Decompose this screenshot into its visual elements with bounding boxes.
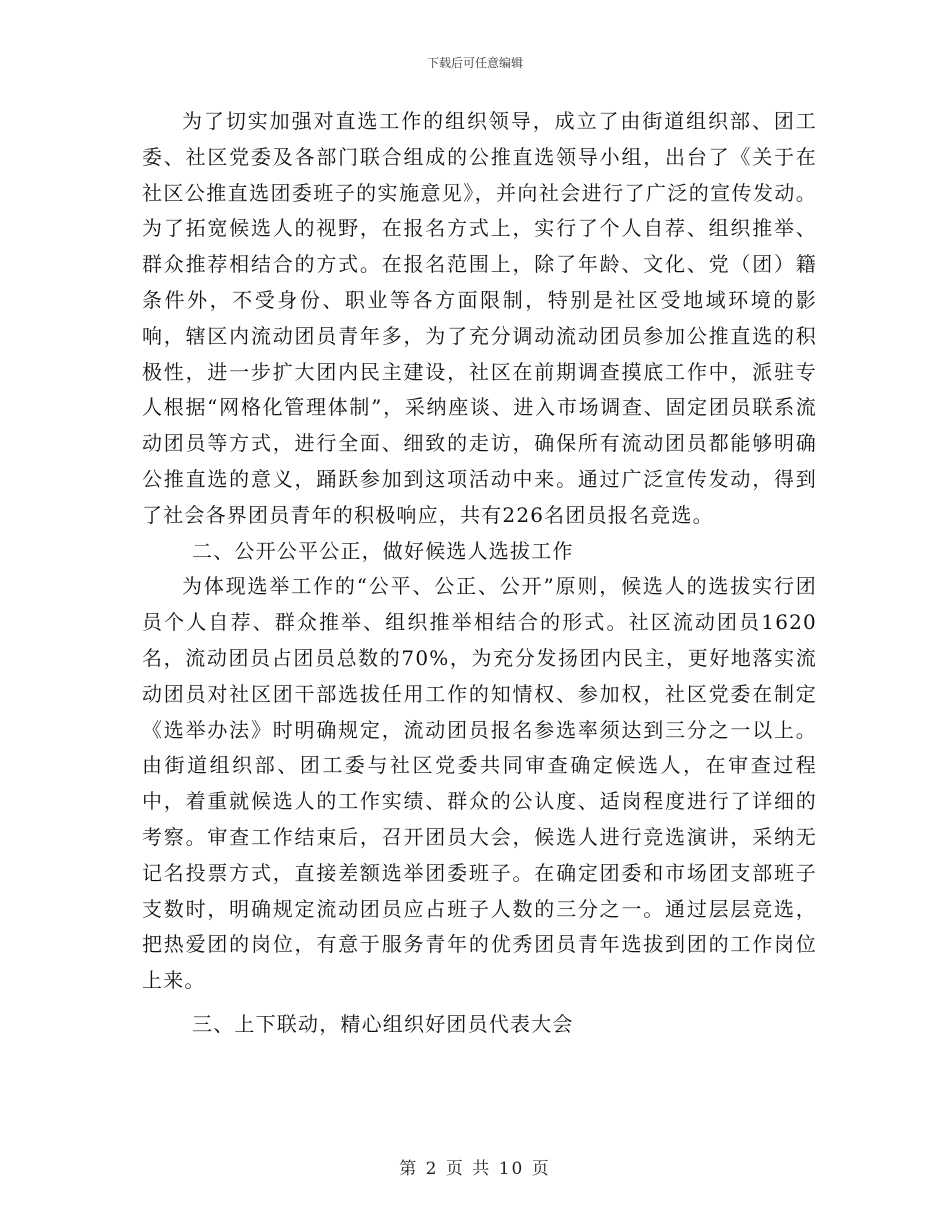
paragraph-1: 为了切实加强对直选工作的组织领导，成立了由街道组织部、团工委、社区党委及各部门联合组成的公推直选领导小组，出台了《关于在社区公推直选团委班子的实施意见》，并向社会进行了广泛的宣传发动。为了拓宽候选人的视野，在报名方式上，实行了个人自荐、组织推举、群众推荐相结合的方式。在报名范围上，除了年龄、文化、党（团）籍条件外，不受身份、职业等各方面限制，特别是社区受地域环境的影响，辖区内流动团员青年多，为了充分调动流动团员参加公推直选的积极性，进一步扩大团内民主建设，社区在前期调查摸底工作中，派驻专人根据“网格化管理体制”，采纳座谈、进入市场调查、固定团员联系流动团员等方式，进行全面、细致的走访，确保所有流动团员都能够明确公推直选的意义，踊跃参加到这项活动中来。通过广泛宣传发动，得到了社会各界团员青年的积极响应，共有226名团员报名竞选。 (142, 109, 817, 527)
paragraph-2: 为体现选举工作的“公平、公正、公开”原则，候选人的选拔实行团员个人自荐、群众推举、组织推举相结合的形式。社区流动团员1620名，流动团员占团员总数的70%，为充分发扬团内民主，更好地落实流动团员对社区团干部选拔任用工作的知情权、参加权，社区党委在制定《选举办法》时明确规定，流动团员报名参选率须达到三分之一以上。由街道组织部、团工委与社区党委共同审查确定候选人，在审查过程中，着重就候选人的工作实绩、群众的公认度、适岗程度进行了详细的考察。审查工作结束后，召开团员大会，候选人进行竞选演讲，采纳无记名投票方式，直接差额选举团委班子。在确定团委和市场团支部班子支数时，明确规定流动团员应占班子人数的三分之一。通过层层竞选，把热爱团的岗位，有意于服务青年的优秀团员青年选拔到团的工作岗位上来。 (142, 574, 817, 993)
section-heading-3: 三、上下联动，精心组织好团员代表大会 (192, 1011, 574, 1036)
header-note: 下载后可任意编辑 (426, 56, 523, 70)
document-body (142, 104, 817, 1043)
page-number: 第 2 页 共 10 页 (399, 1159, 551, 1179)
section-heading-2: 二、公开公平公正，做好候选人选拔工作 (192, 538, 574, 563)
